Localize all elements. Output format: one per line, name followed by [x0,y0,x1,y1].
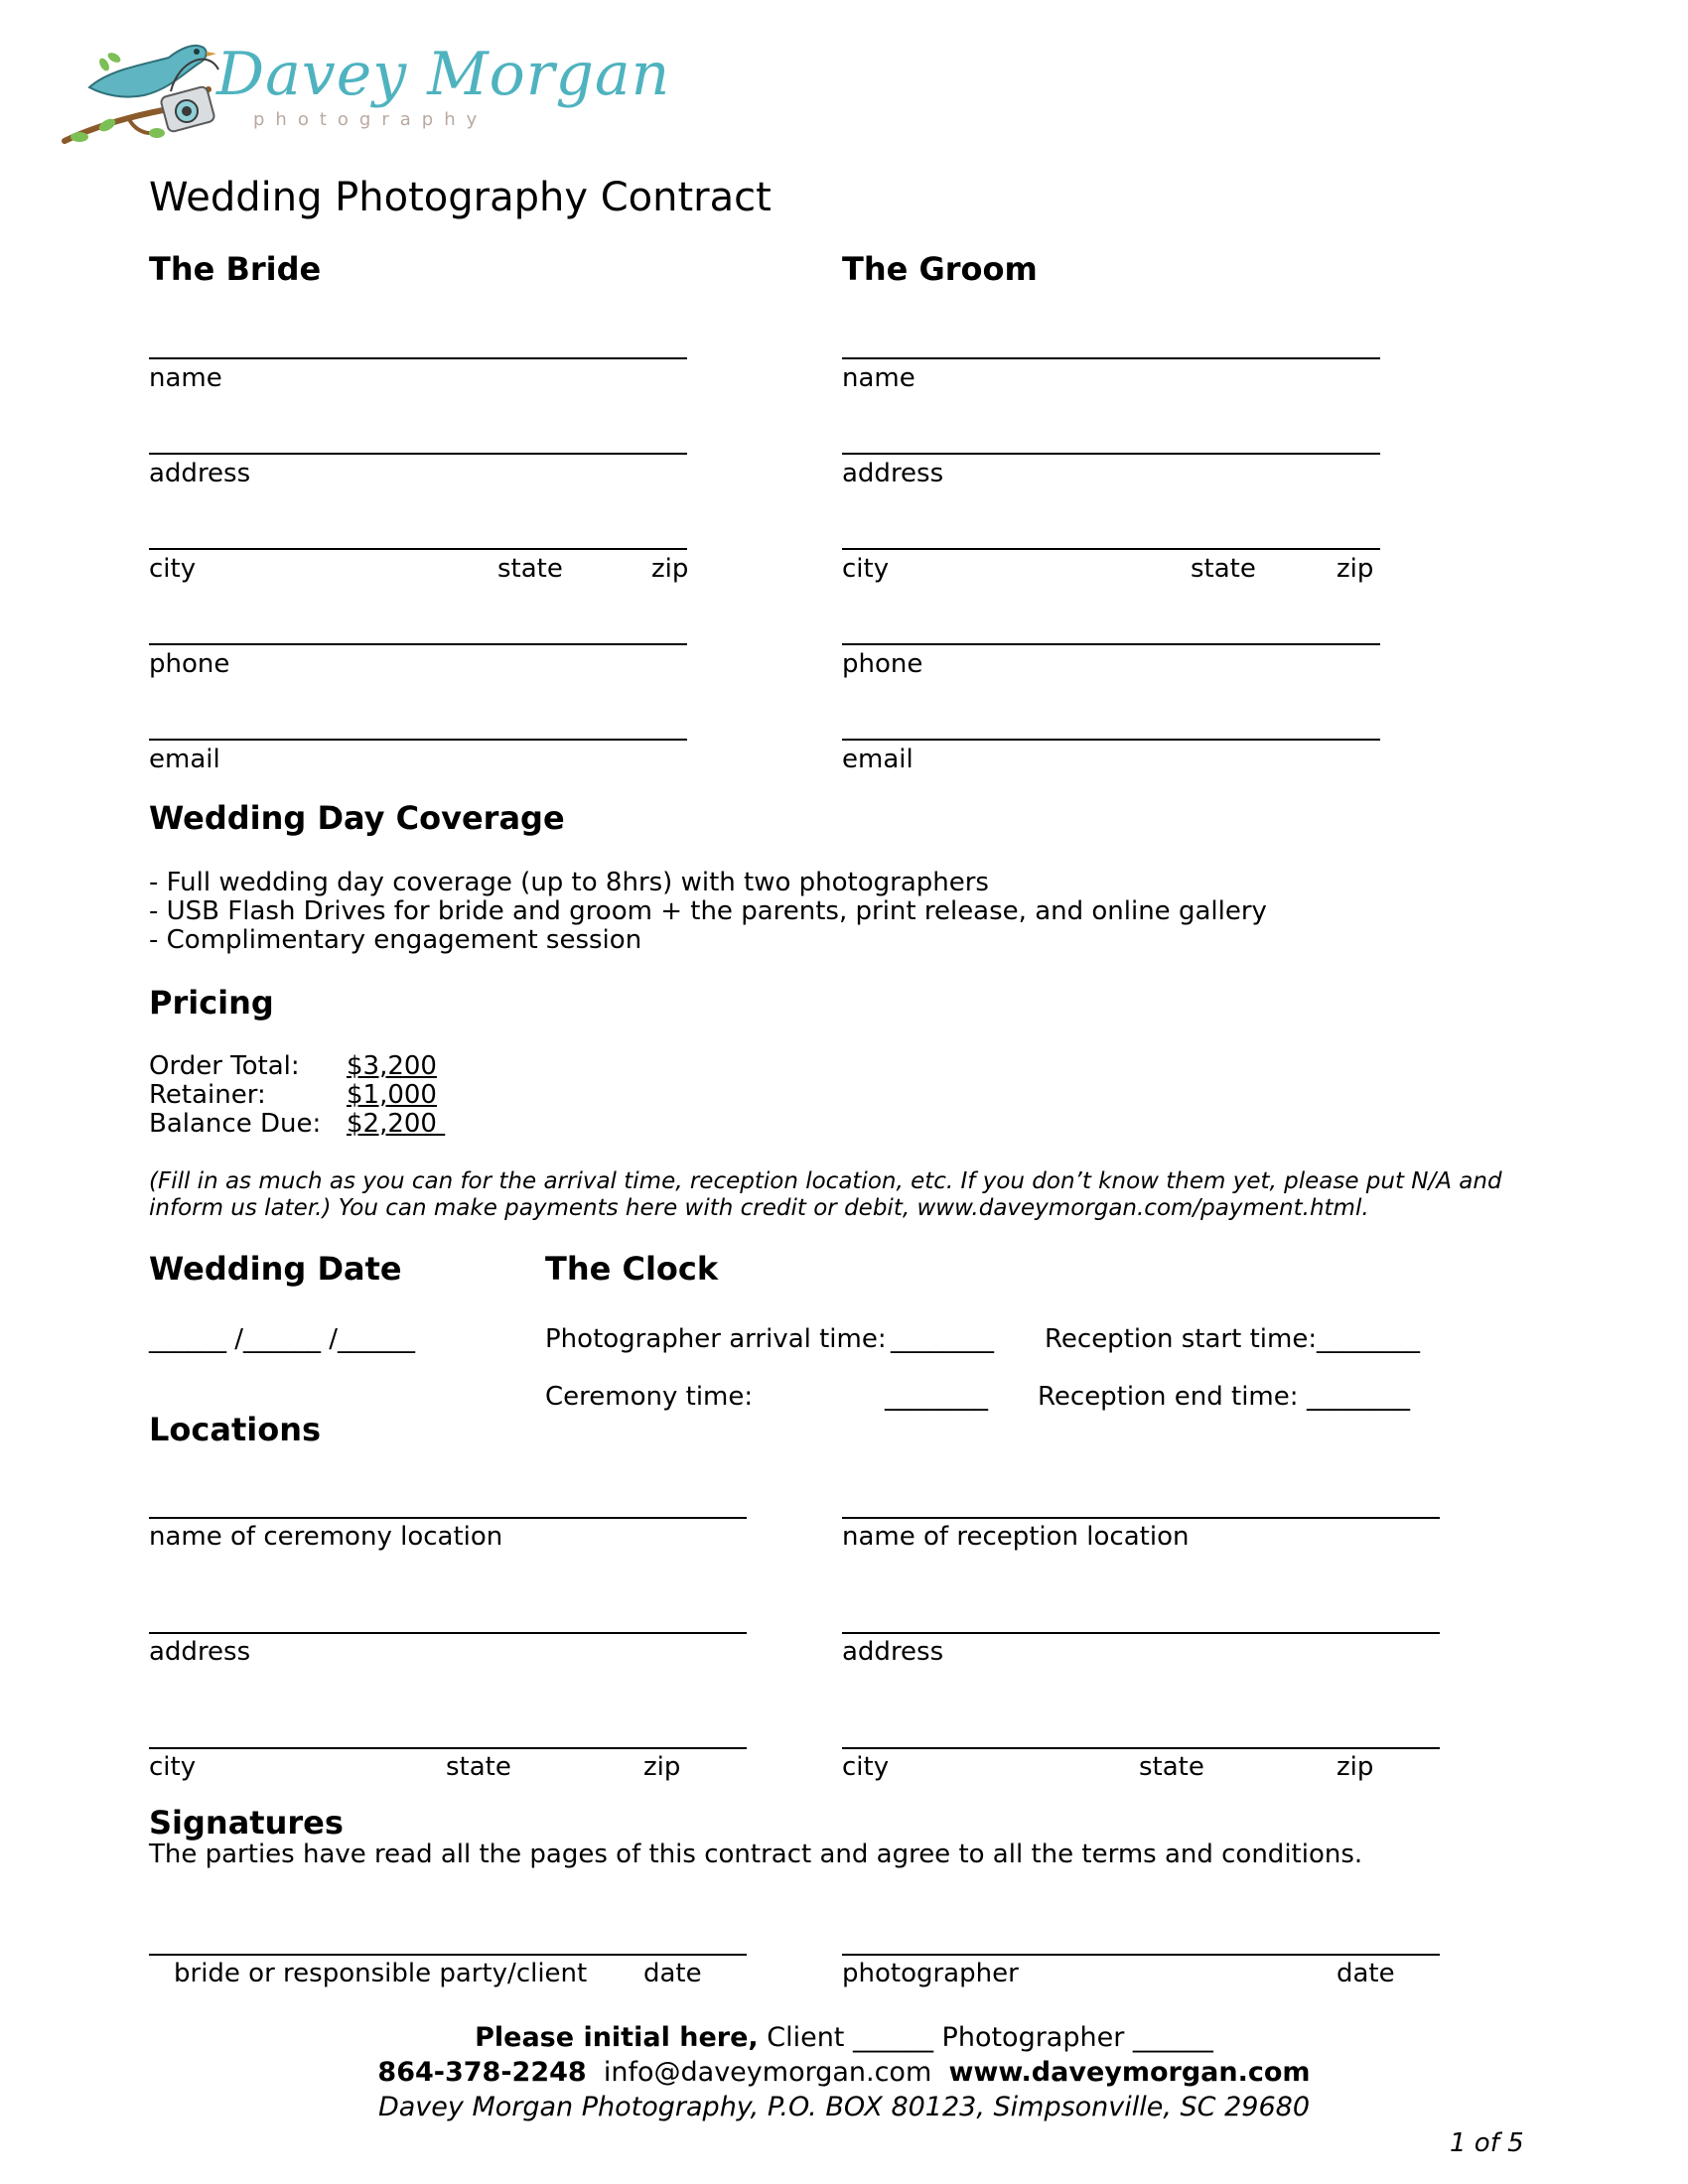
client-signature-label: bride or responsible party/client [174,1959,588,1988]
pricing-value-balance-due: $2,200 [347,1109,446,1139]
bride-city-label: city [149,554,197,584]
bride-address-label: address [149,459,251,488]
bride-email-label: email [149,745,220,774]
initial-rest: Client ______ Photographer ______ [758,2022,1213,2053]
groom-city-line[interactable] [842,548,1380,550]
locations-heading: Locations [149,1411,322,1448]
wedding-date-heading: Wedding Date [149,1250,402,1288]
bird-camera-branch-icon [60,30,238,149]
ceremony-city-line[interactable] [149,1747,747,1749]
ceremony-city-label: city [149,1752,197,1782]
footer-email[interactable]: info@daveymorgan.com [603,2057,932,2088]
ceremony-state-label: state [446,1752,511,1782]
groom-zip-label: zip [1336,554,1374,584]
client-signature-line[interactable] [149,1954,747,1956]
groom-name-line[interactable] [842,357,1380,359]
initial-line [0,2021,1688,2055]
note-line-1: (Fill in as much as you can for the arrival time, reception location, etc. If you don’t know them yet, please put N/A and [149,1168,1502,1194]
groom-address-label: address [842,459,944,488]
bride-name-line[interactable] [149,357,687,359]
reception-zip-label: zip [1336,1752,1374,1782]
bride-heading: The Bride [149,250,322,288]
bride-address-line[interactable] [149,453,687,455]
footer-address: Davey Morgan Photography, P.O. BOX 80123, Simpsonville, SC 29680 [377,2092,1311,2122]
pricing-heading: Pricing [149,984,274,1022]
contact-line [0,2056,1688,2090]
ceremony-time-label: Ceremony time: [545,1382,754,1412]
pricing-label-balance-due: Balance Due: [149,1109,322,1139]
wedding-date-field[interactable]: ______ /______ /______ [149,1324,416,1354]
reception-city-label: city [842,1752,890,1782]
reception-start-label: Reception start time: [1045,1324,1318,1354]
groom-address-line[interactable] [842,453,1380,455]
pricing-label-retainer: Retainer: [149,1080,266,1110]
groom-phone-line[interactable] [842,643,1380,645]
note-line-2: inform us later.) You can make payments here with credit or debit, www.daveymorgan.com/payment.html. [149,1195,1369,1221]
photographer-signature-label: photographer [842,1959,1019,1988]
bride-phone-label: phone [149,649,230,679]
reception-address-line[interactable] [842,1632,1440,1634]
reception-name-label: name of reception location [842,1522,1190,1552]
photographer-date-label: date [1336,1959,1395,1988]
bride-phone-line[interactable] [149,643,687,645]
ceremony-address-label: address [149,1637,251,1667]
signatures-statement: The parties have read all the pages of this contract and agree to all the terms and conditions. [149,1840,1363,1869]
coverage-item: - Complimentary engagement session [149,925,642,955]
footer-website[interactable]: www.daveymorgan.com [948,2057,1311,2088]
groom-email-line[interactable] [842,739,1380,741]
groom-heading: The Groom [842,250,1038,288]
ceremony-address-line[interactable] [149,1632,747,1634]
photographer-signature-line[interactable] [842,1954,1440,1956]
arrival-time-field[interactable]: ________ [891,1324,994,1354]
reception-end-label: Reception end time: [1038,1382,1299,1412]
bride-email-line[interactable] [149,739,687,741]
pricing-value-order-total: $3,200 [347,1051,437,1081]
signatures-heading: Signatures [149,1804,344,1842]
coverage-heading: Wedding Day Coverage [149,799,565,837]
logo-tagline: photography [253,109,489,130]
reception-start-field[interactable]: ________ [1317,1324,1420,1354]
ceremony-name-label: name of ceremony location [149,1522,503,1552]
page-number: 1 of 5 [1450,2128,1524,2158]
coverage-item: - USB Flash Drives for bride and groom + the parents, print release, and online gallery [149,896,1267,926]
arrival-time-label: Photographer arrival time: [545,1324,887,1354]
groom-phone-label: phone [842,649,923,679]
ceremony-zip-label: zip [643,1752,681,1782]
reception-name-line[interactable] [842,1517,1440,1519]
clock-heading: The Clock [545,1250,719,1288]
coverage-item: - Full wedding day coverage (up to 8hrs) with two photographers [149,868,989,897]
reception-city-line[interactable] [842,1747,1440,1749]
bride-name-label: name [149,363,222,393]
groom-email-label: email [842,745,914,774]
groom-state-label: state [1191,554,1256,584]
pricing-value-retainer: $1,000 [347,1080,437,1110]
groom-city-label: city [842,554,890,584]
page-title: Wedding Photography Contract [149,175,772,220]
bride-state-label: state [497,554,563,584]
pricing-label-order-total: Order Total: [149,1051,300,1081]
ceremony-name-line[interactable] [149,1517,747,1519]
client-date-label: date [643,1959,702,1988]
initial-bold: Please initial here, [475,2022,759,2053]
reception-address-label: address [842,1637,944,1667]
bride-city-line[interactable] [149,548,687,550]
logo-brand: Davey Morgan [216,40,671,109]
footer-phone: 864-378-2248 [377,2057,587,2088]
reception-state-label: state [1139,1752,1204,1782]
groom-name-label: name [842,363,915,393]
bride-zip-label: zip [651,554,689,584]
ceremony-time-field[interactable]: ________ [885,1382,988,1412]
reception-end-field[interactable]: ________ [1307,1382,1410,1412]
